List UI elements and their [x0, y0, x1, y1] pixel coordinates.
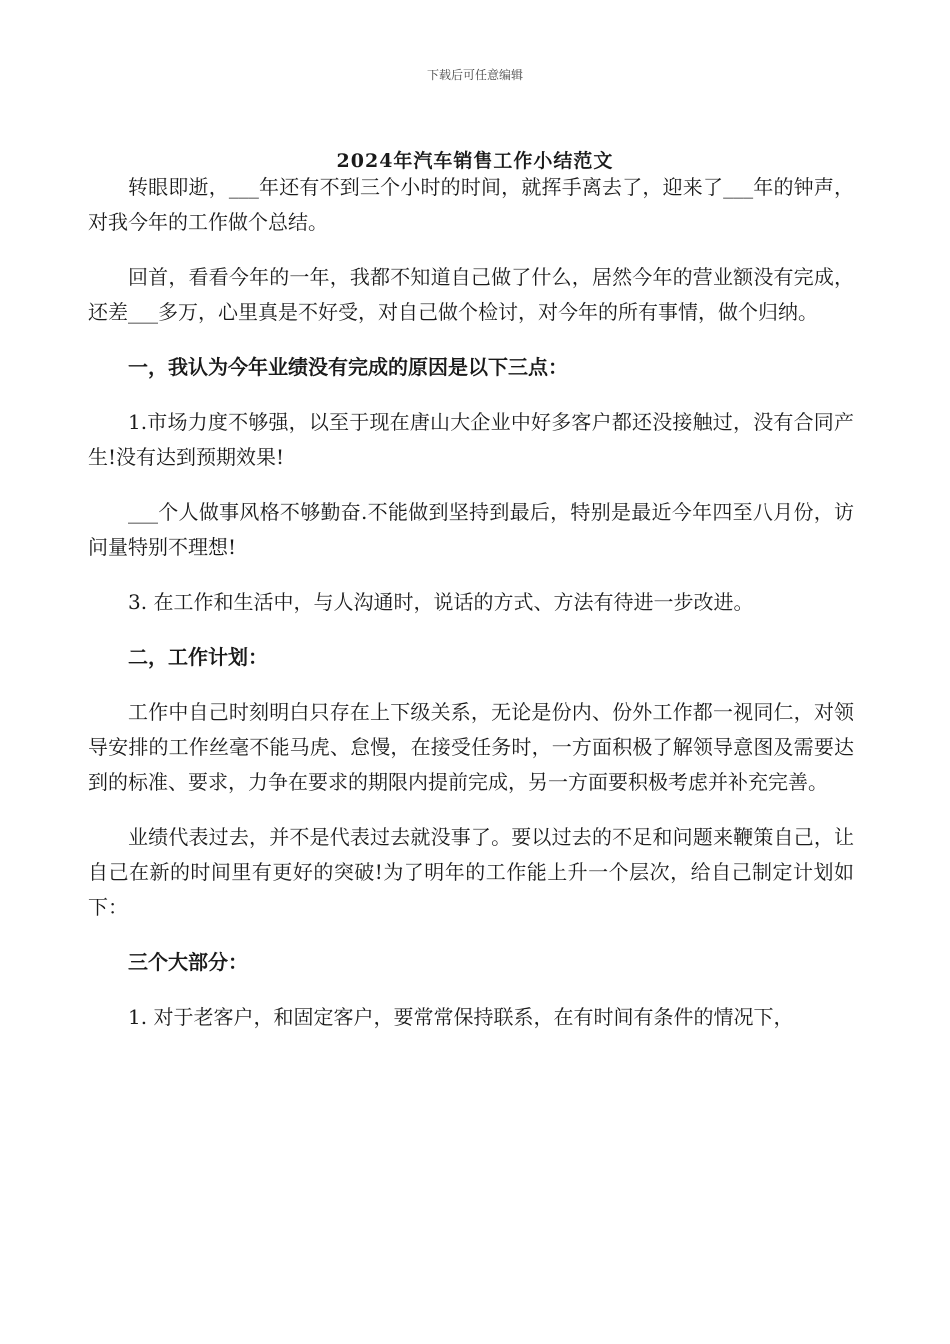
section-heading-three-parts: 三个大部分： [128, 950, 248, 974]
paragraph-review: 回首，看看今年的一年，我都不知道自己做了什么，居然今年的营业额没有完成，还差___多万，心里真是不好受，对自己做个检讨，对今年的所有事情，做个归纳。 [88, 265, 854, 324]
section-heading-plan: 二，工作计划： [128, 645, 268, 669]
document-title: 2024年汽车销售工作小结范文 [336, 150, 614, 172]
paragraph-intro: 转眼即逝，___年还有不到三个小时的时间，就挥手离去了，迎来了___年的钟声，对我今年的工作做个总结。 [88, 175, 854, 234]
paragraph-reason-1: 1.市场力度不够强，以至于现在唐山大企业中好多客户都还没接触过，没有合同产生!没有达到预期效果! [88, 410, 854, 469]
paragraph-reason-2: ___个人做事风格不够勤奋.不能做到坚持到最后，特别是最近今年四至八月份，访问量特别不理想! [88, 500, 854, 559]
paragraph-plan-1: 工作中自己时刻明白只存在上下级关系，无论是份内、份外工作都一视同仁，对领导安排的工作丝毫不能马虎、怠慢，在接受任务时，一方面积极了解领导意图及需要达到的标准、要求，力争在要求的期限内提前完成，另一方面要积极考虑并补充完善。 [88, 700, 854, 794]
header-note: 下载后可任意编辑 [426, 68, 523, 82]
paragraph-plan-2: 业绩代表过去，并不是代表过去就没事了。要以过去的不足和问题来鞭策自己，让自己在新的时间里有更好的突破!为了明年的工作能上升一个层次，给自己制定计划如下： [88, 825, 854, 919]
paragraph-reason-3: 3. 在工作和生活中，与人沟通时，说话的方式、方法有待进一步改进。 [128, 590, 754, 614]
paragraph-part-1: 1. 对于老客户，和固定客户，要常常保持联系，在有时间有条件的情况下， [128, 1005, 794, 1029]
document-body [88, 170, 854, 1055]
section-heading-reasons: 一，我认为今年业绩没有完成的原因是以下三点： [128, 355, 568, 379]
